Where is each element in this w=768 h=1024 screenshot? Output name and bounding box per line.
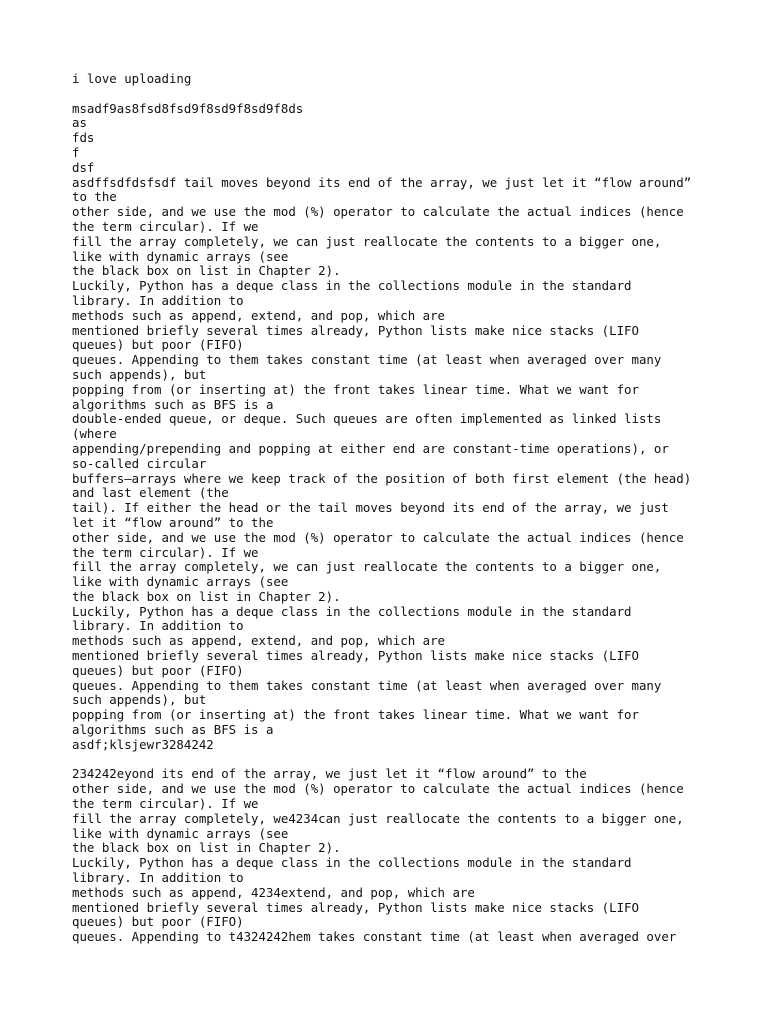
blank-line: [72, 753, 712, 768]
text-line: let it “flow around” to the: [72, 514, 274, 530]
text-line: the term circular). If we: [72, 544, 259, 560]
text-line: other side, and we use the mod (%) operator to calculate the actual indices (hence: [72, 781, 684, 797]
text-line: mentioned briefly several times already, Python lists make nice stacks (LIFO: [72, 899, 639, 915]
text-line: library. In addition to: [72, 870, 244, 886]
text-line: the term circular). If we: [72, 796, 259, 812]
text-line: the black box on list in Chapter 2).: [72, 263, 341, 279]
text-line: queues) but poor (FIFO): [72, 337, 244, 353]
text-line: other side, and we use the mod (%) operator to calculate the actual indices (hence: [72, 529, 684, 545]
text-line: the black box on list in Chapter 2).: [72, 840, 341, 856]
text-line: Luckily, Python has a deque class in the collections module in the standard: [72, 278, 632, 294]
text-line: fds: [72, 130, 95, 146]
text-line: tail). If either the head or the tail moves beyond its end of the array, we just: [72, 500, 669, 516]
text-line: like with dynamic arrays (see: [72, 825, 289, 841]
text-line: Luckily, Python has a deque class in the collections module in the standard: [72, 855, 632, 871]
text-line: library. In addition to: [72, 292, 244, 308]
text-line: queues) but poor (FIFO): [72, 662, 244, 678]
text-line: other side, and we use the mod (%) operator to calculate the actual indices (hence: [72, 204, 684, 220]
text-line: mentioned briefly several times already, Python lists make nice stacks (LIFO: [72, 322, 639, 338]
text-line: msadf9as8fsd8fsd9f8sd9f8sd9f8ds: [72, 100, 304, 116]
text-line: as: [72, 115, 87, 131]
blank-line: [72, 87, 712, 102]
text-line: fill the array completely, we4234can just reallocate the contents to a bigger one,: [72, 810, 684, 826]
text-line: buffers—arrays where we keep track of the position of both first element (the head): [72, 470, 692, 486]
text-line: f: [72, 144, 80, 160]
text-line: (where: [72, 426, 117, 442]
text-line: and last element (the: [72, 485, 229, 501]
text-line: the term circular). If we: [72, 218, 259, 234]
text-line: queues. Appending to t4324242hem takes constant time (at least when averaged over: [72, 929, 677, 945]
text-line: such appends), but: [72, 692, 207, 708]
text-line: methods such as append, extend, and pop, which are: [72, 307, 445, 323]
text-line: dsf: [72, 159, 95, 175]
text-line: fill the array completely, we can just reallocate the contents to a bigger one,: [72, 233, 662, 249]
text-line: queues) but poor (FIFO): [72, 914, 244, 930]
text-line: methods such as append, 4234extend, and pop, which are: [72, 884, 475, 900]
text-line: 234242eyond its end of the array, we just let it “flow around” to the: [72, 766, 587, 782]
text-line: like with dynamic arrays (see: [72, 574, 289, 590]
text-line: double-ended queue, or deque. Such queues are often implemented as linked lists: [72, 411, 662, 427]
text-line: Luckily, Python has a deque class in the collections module in the standard: [72, 603, 632, 619]
text-line: mentioned briefly several times already, Python lists make nice stacks (LIFO: [72, 648, 639, 664]
document-page: [72, 72, 712, 945]
text-line: popping from (or inserting at) the front takes linear time. What we want for: [72, 381, 639, 397]
text-line: asdf;klsjewr3284242: [72, 736, 214, 752]
text-line: the black box on list in Chapter 2).: [72, 588, 341, 604]
text-line: fill the array completely, we can just reallocate the contents to a bigger one,: [72, 559, 662, 575]
text-line: to the: [72, 189, 117, 205]
text-line: i love uploading: [72, 71, 192, 86]
text-line: queues. Appending to them takes constant time (at least when averaged over many: [72, 677, 662, 693]
text-line: like with dynamic arrays (see: [72, 248, 289, 264]
text-line: appending/prepending and popping at either end are constant-time operations), or: [72, 440, 669, 456]
text-line: popping from (or inserting at) the front takes linear time. What we want for: [72, 707, 639, 723]
text-line: library. In addition to: [72, 618, 244, 634]
text-line: so-called circular: [72, 455, 207, 471]
text-line: such appends), but: [72, 366, 207, 382]
text-line: algorithms such as BFS is a: [72, 396, 274, 412]
text-line: methods such as append, extend, and pop, which are: [72, 633, 445, 649]
text-line: queues. Appending to them takes constant time (at least when averaged over many: [72, 352, 662, 368]
text-line: algorithms such as BFS is a: [72, 722, 274, 738]
text-line: asdffsdfdsfsdf tail moves beyond its end of the array, we just let it “flow around”: [72, 174, 692, 190]
